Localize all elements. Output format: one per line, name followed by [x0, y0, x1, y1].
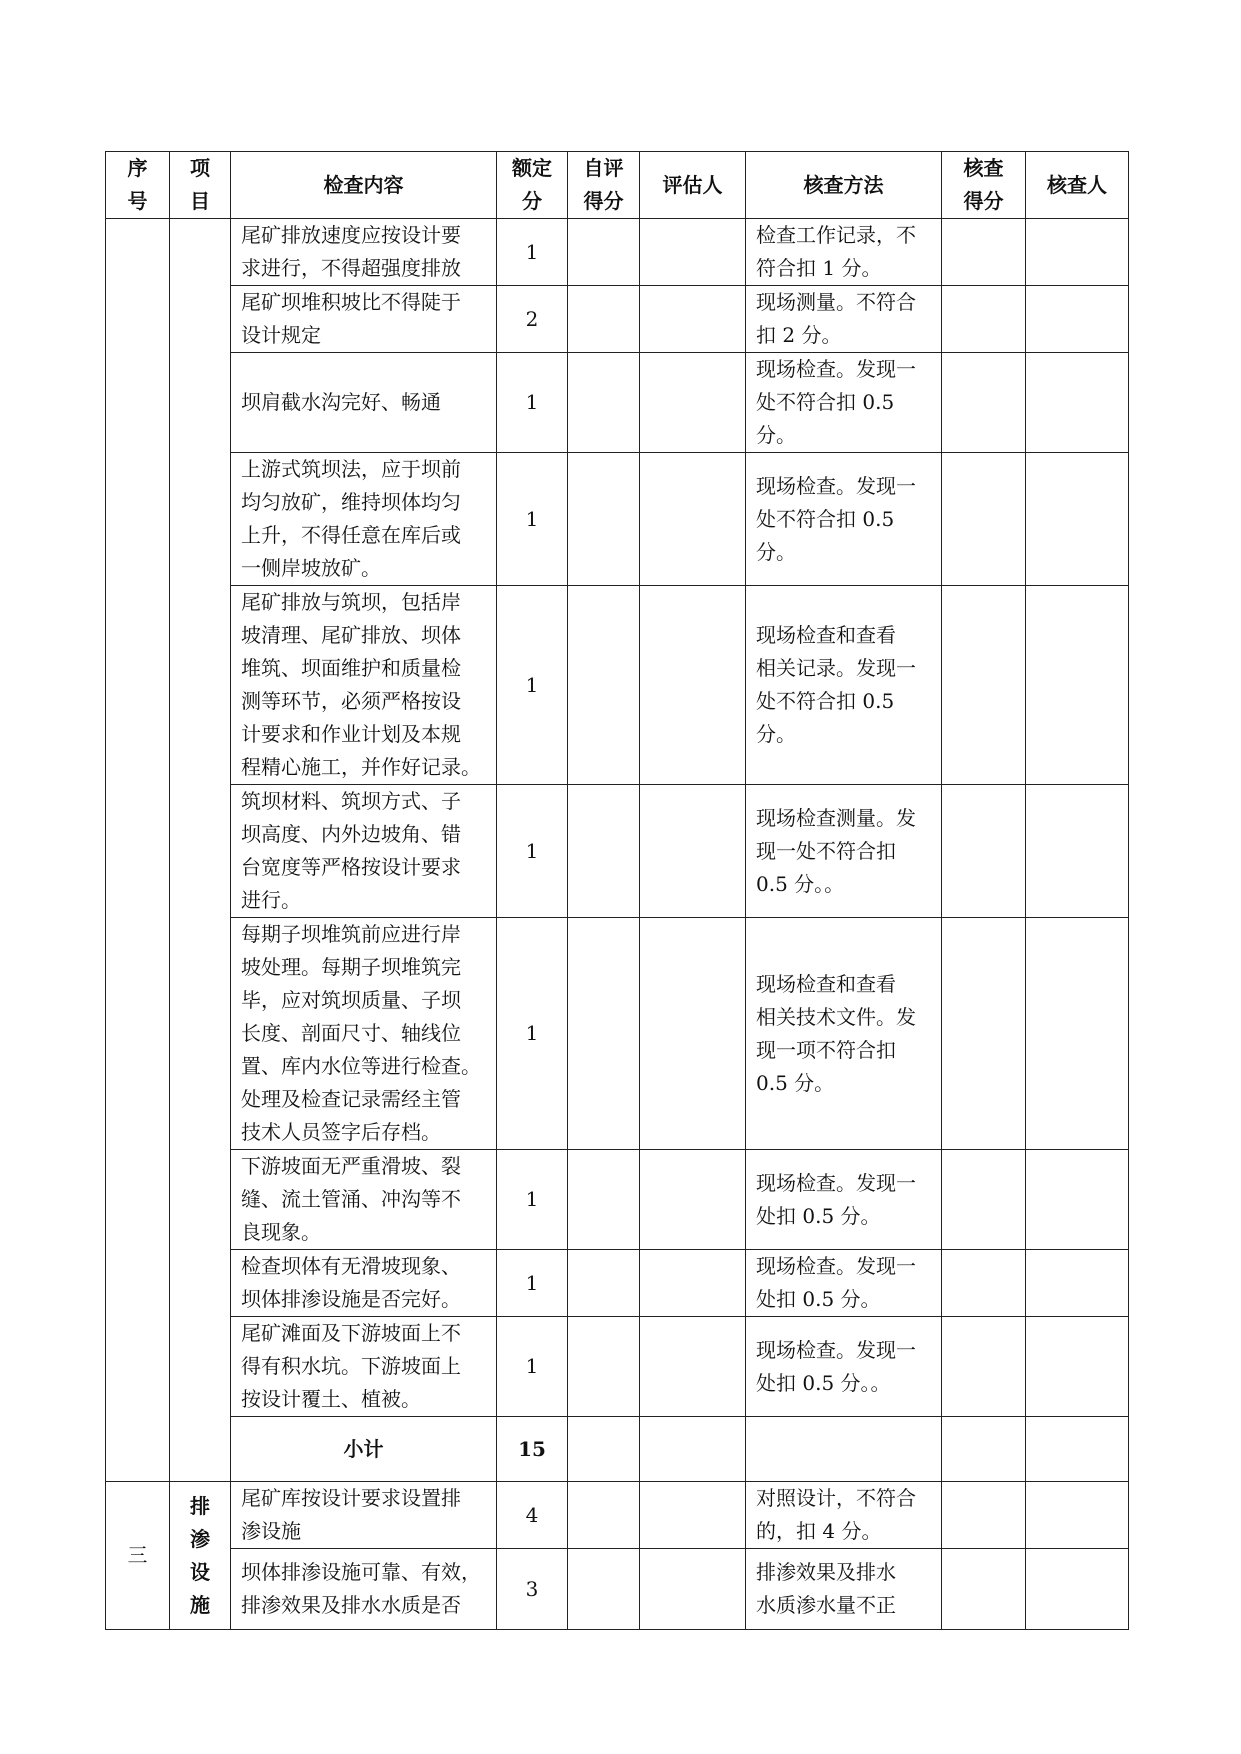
checker-cell[interactable] — [1026, 918, 1129, 1150]
checker-cell[interactable] — [1026, 586, 1129, 785]
check-score-cell[interactable] — [942, 1482, 1026, 1549]
quota-cell: 1 — [497, 586, 568, 785]
content-cell: 坝肩截水沟完好、畅通 — [231, 353, 497, 453]
inspection-table — [105, 151, 1129, 1630]
assessor-cell[interactable] — [640, 1549, 746, 1630]
check-score-cell[interactable] — [942, 785, 1026, 918]
check-score-cell[interactable] — [942, 586, 1026, 785]
check-score-cell[interactable] — [942, 353, 1026, 453]
method-cell: 现场检查。发现一 处扣 0.5 分。 — [746, 1150, 942, 1250]
assessor-cell[interactable] — [640, 1250, 746, 1317]
check-score-cell[interactable] — [942, 918, 1026, 1150]
self-score-cell[interactable] — [568, 453, 640, 586]
method-cell: 现场检查。发现一 处不符合扣 0.5 分。 — [746, 453, 942, 586]
method-cell: 对照设计，不符合 的，扣 4 分。 — [746, 1482, 942, 1549]
quota-cell: 1 — [497, 1317, 568, 1417]
self-score-cell[interactable] — [568, 219, 640, 286]
table-row — [106, 219, 1129, 286]
quota-cell: 1 — [497, 918, 568, 1150]
self-score-cell[interactable] — [568, 1250, 640, 1317]
checker-cell[interactable] — [1026, 1549, 1129, 1630]
check-score-cell[interactable] — [942, 1317, 1026, 1417]
table-row — [106, 453, 1129, 586]
content-cell: 尾矿排放与筑坝，包括岸 坡清理、尾矿排放、坝体 堆筑、坝面维护和质量检 测等环节，必须严格按设 计要求和作业计划及本规 程精心施工，并作好记录。 — [231, 586, 497, 785]
assessor-cell[interactable] — [640, 219, 746, 286]
check-score-cell[interactable] — [942, 453, 1026, 586]
table-row — [106, 785, 1129, 918]
quota-cell: 1 — [497, 785, 568, 918]
method-cell: 现场检查。发现一 处扣 0.5 分。 — [746, 1250, 942, 1317]
assessor-cell[interactable] — [640, 453, 746, 586]
assessor-cell[interactable] — [640, 785, 746, 918]
table-row — [106, 918, 1129, 1150]
table-row — [106, 1150, 1129, 1250]
self-score-cell[interactable] — [568, 918, 640, 1150]
header-self-score: 自评 得分 — [568, 152, 640, 219]
content-cell: 坝体排渗设施可靠、有效， 排渗效果及排水水质是否 — [231, 1549, 497, 1630]
content-cell: 下游坡面无严重滑坡、裂 缝、流土管涌、冲沟等不 良现象。 — [231, 1150, 497, 1250]
quota-cell: 1 — [497, 219, 568, 286]
checker-cell[interactable] — [1026, 1250, 1129, 1317]
method-cell: 现场检查。发现一 处不符合扣 0.5 分。 — [746, 353, 942, 453]
checker-cell[interactable] — [1026, 353, 1129, 453]
checker-cell[interactable] — [1026, 286, 1129, 353]
self-score-cell[interactable] — [568, 1482, 640, 1549]
quota-cell: 1 — [497, 353, 568, 453]
check-score-cell[interactable] — [942, 219, 1026, 286]
table-row — [106, 1250, 1129, 1317]
header-item: 项 目 — [170, 152, 231, 219]
checker-cell[interactable] — [1026, 219, 1129, 286]
method-cell: 排渗效果及排水 水质渗水量不正 — [746, 1549, 942, 1630]
check-score-cell[interactable] — [942, 286, 1026, 353]
self-score-cell[interactable] — [568, 785, 640, 918]
assessor-cell[interactable] — [640, 286, 746, 353]
header-checker: 核查人 — [1026, 152, 1129, 219]
method-cell: 现场检查和查看 相关记录。发现一 处不符合扣 0.5 分。 — [746, 586, 942, 785]
section-item: 排 渗 设 施 — [170, 1482, 231, 1630]
self-score-cell[interactable] — [568, 1317, 640, 1417]
self-score-cell[interactable] — [568, 353, 640, 453]
assessor-cell[interactable] — [640, 353, 746, 453]
content-cell: 筑坝材料、筑坝方式、子 坝高度、内外边坡角、错 台宽度等严格按设计要求 进行。 — [231, 785, 497, 918]
header-method: 核查方法 — [746, 152, 942, 219]
assessor-cell[interactable] — [640, 1482, 746, 1549]
subtotal-label: 小计 — [231, 1417, 497, 1482]
quota-cell: 1 — [497, 453, 568, 586]
checker-cell[interactable] — [1026, 1150, 1129, 1250]
content-cell: 尾矿坝堆积坡比不得陡于 设计规定 — [231, 286, 497, 353]
checker-cell[interactable] — [1026, 453, 1129, 586]
item-cell-empty — [170, 219, 231, 1482]
self-score-cell[interactable] — [568, 286, 640, 353]
method-cell: 现场检查和查看 相关技术文件。发 现一项不符合扣 0.5 分。 — [746, 918, 942, 1150]
check-score-cell[interactable] — [942, 1250, 1026, 1317]
content-cell: 检查坝体有无滑坡现象、 坝体排渗设施是否完好。 — [231, 1250, 497, 1317]
seq-cell-empty — [106, 219, 170, 1482]
content-cell: 每期子坝堆筑前应进行岸 坡处理。每期子坝堆筑完 毕，应对筑坝质量、子坝 长度、剖面尺寸、轴线位 置、库内水位等进行检查。 处理及检查记录需经主管 技术人员签字后存档。 — [231, 918, 497, 1150]
section-seq: 三 — [106, 1482, 170, 1630]
subtotal-assessor[interactable] — [640, 1417, 746, 1482]
self-score-cell[interactable] — [568, 1549, 640, 1630]
table-row — [106, 1317, 1129, 1417]
method-cell: 现场检查。发现一 处扣 0.5 分。。 — [746, 1317, 942, 1417]
content-cell: 尾矿滩面及下游坡面上不 得有积水坑。下游坡面上 按设计覆土、植被。 — [231, 1317, 497, 1417]
method-cell: 现场测量。不符合 扣 2 分。 — [746, 286, 942, 353]
method-cell: 检查工作记录，不 符合扣 1 分。 — [746, 219, 942, 286]
content-cell: 尾矿库按设计要求设置排 渗设施 — [231, 1482, 497, 1549]
subtotal-quota: 15 — [497, 1417, 568, 1482]
table-row — [106, 286, 1129, 353]
self-score-cell[interactable] — [568, 1150, 640, 1250]
table-row — [106, 586, 1129, 785]
subtotal-method — [746, 1417, 942, 1482]
quota-cell: 1 — [497, 1150, 568, 1250]
checker-cell[interactable] — [1026, 785, 1129, 918]
quota-cell: 1 — [497, 1250, 568, 1317]
header-check-score: 核查 得分 — [942, 152, 1026, 219]
subtotal-check-score[interactable] — [942, 1417, 1026, 1482]
quota-cell: 4 — [497, 1482, 568, 1549]
check-score-cell[interactable] — [942, 1150, 1026, 1250]
assessor-cell[interactable] — [640, 586, 746, 785]
content-cell: 尾矿排放速度应按设计要 求进行，不得超强度排放 — [231, 219, 497, 286]
assessor-cell[interactable] — [640, 1150, 746, 1250]
table-row — [106, 1482, 1129, 1549]
check-score-cell[interactable] — [942, 1549, 1026, 1630]
method-cell: 现场检查测量。发 现一处不符合扣 0.5 分。。 — [746, 785, 942, 918]
checker-cell[interactable] — [1026, 1317, 1129, 1417]
assessor-cell[interactable] — [640, 1317, 746, 1417]
content-cell: 上游式筑坝法，应于坝前 均匀放矿，维持坝体均匀 上升，不得任意在库后或 一侧岸坡放矿。 — [231, 453, 497, 586]
header-assessor: 评估人 — [640, 152, 746, 219]
subtotal-self-score[interactable] — [568, 1417, 640, 1482]
subtotal-checker[interactable] — [1026, 1417, 1129, 1482]
subtotal-row — [106, 1417, 1129, 1482]
header-content: 检查内容 — [231, 152, 497, 219]
self-score-cell[interactable] — [568, 586, 640, 785]
checker-cell[interactable] — [1026, 1482, 1129, 1549]
quota-cell: 3 — [497, 1549, 568, 1630]
header-seq: 序 号 — [106, 152, 170, 219]
quota-cell: 2 — [497, 286, 568, 353]
header-row — [106, 152, 1129, 219]
table-row — [106, 1549, 1129, 1630]
table-row — [106, 353, 1129, 453]
header-quota: 额定 分 — [497, 152, 568, 219]
assessor-cell[interactable] — [640, 918, 746, 1150]
